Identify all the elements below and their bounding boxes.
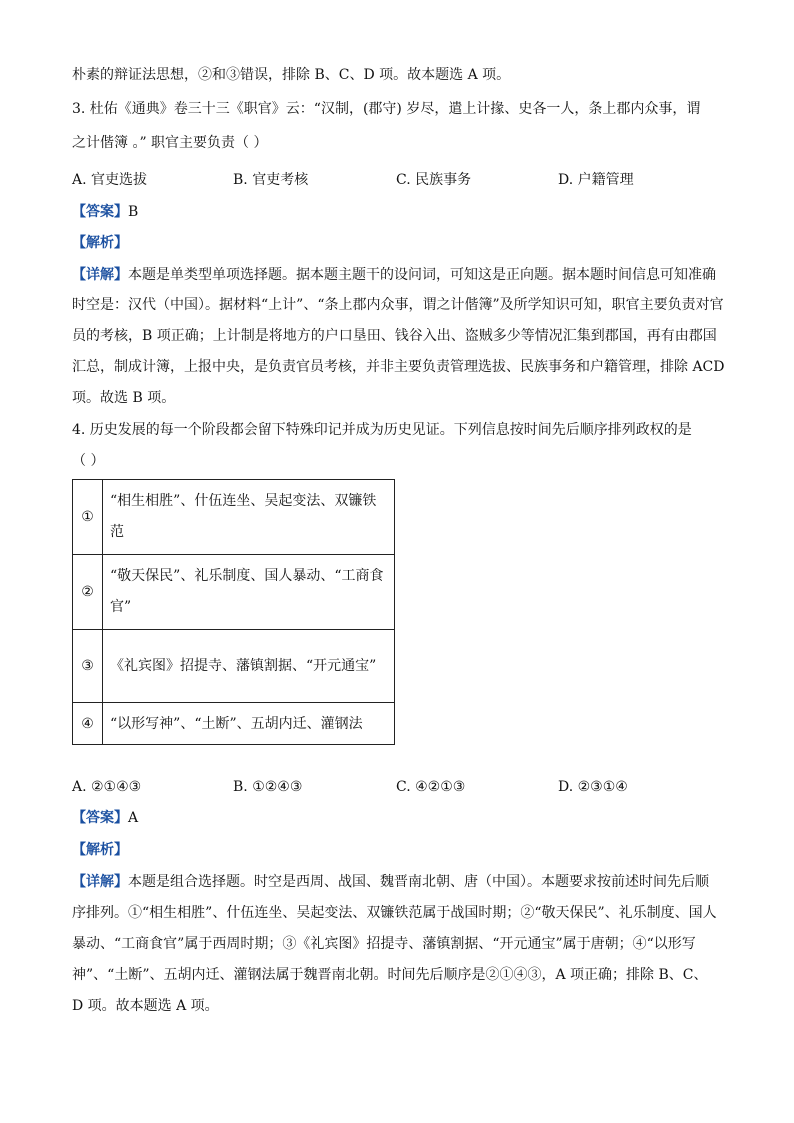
q4-detail-line-4: 神”、“土断”、五胡内迁、灌钢法属于魏晋南北朝。时间先后顺序是②①④③，A 项正确；排除 B、C、 bbox=[72, 967, 708, 983]
q3-detail-line-5: 项。故选 B 项。 bbox=[72, 390, 176, 406]
table-row bbox=[73, 480, 395, 555]
q4-detail-line-2: 序排列。①“相生相胜”、什伍连坐、吴起变法、双镰铁范属于战国时期；②“敬天保民”、礼乐制度、国人 bbox=[72, 905, 717, 921]
q3-option-d: D. 户籍管理 bbox=[558, 172, 634, 188]
q4-option-d: D. ②③①④ bbox=[558, 779, 628, 795]
row-text: “以形写神”、“土断”、五胡内迁、灌钢法 bbox=[103, 703, 395, 745]
q3-analysis-heading bbox=[72, 233, 128, 253]
q3-detail-line-3: 员的考核，B 项正确；上计制是将地方的户口垦田、钱谷入出、盗贼多少等情况汇集到郡国，再有由郡国 bbox=[72, 328, 717, 344]
row-text: “敬天保民”、礼乐制度、国人暴动、“工商食官” bbox=[103, 555, 395, 630]
q4-detail-line-5: D 项。故本题选 A 项。 bbox=[72, 998, 219, 1014]
q4-detail-text: 本题是组合选择题。时空是西周、战国、魏晋南北朝、唐（中国）。本题要求按前述时间先后顺 bbox=[128, 874, 709, 890]
q3-detail-tag: 【详解】 bbox=[72, 267, 128, 283]
q4-sequence-table bbox=[72, 479, 395, 745]
q4-stem-line-2: （ ） bbox=[72, 453, 105, 469]
q4-option-c: C. ④②①③ bbox=[396, 779, 466, 795]
q4-stem-line-1: 4. 历史发展的每一个阶段都会留下特殊印记并成为历史见证。下列信息按时间先后顺序排列政权的是 bbox=[72, 422, 692, 438]
row-number: ① bbox=[73, 480, 103, 555]
q4-detail-line-3: 暴动、“工商食官”属于西周时期；③《礼宾图》招提寺、藩镇割据、“开元通宝”属于唐朝；④“以形写 bbox=[72, 936, 696, 952]
q3-detail-line-1 bbox=[72, 265, 716, 285]
q4-analysis-tag: 【解析】 bbox=[72, 842, 128, 858]
q4-answer-value: A bbox=[128, 810, 139, 826]
q3-stem-line-1: 3. 杜佑《通典》卷三十三《职官》云：“汉制，(郡守) 岁尽，遣上计掾、史各一人，条上郡内众事，谓 bbox=[72, 101, 701, 117]
q3-stem-line-2: 之计偕簿 。” 职官主要负责（ ） bbox=[72, 135, 268, 151]
q3-option-a: A. 官吏选拔 bbox=[72, 172, 148, 188]
q3-answer-tag: 【答案】 bbox=[72, 204, 128, 220]
table-row bbox=[73, 555, 395, 630]
q4-detail-tag: 【详解】 bbox=[72, 874, 128, 890]
q4-option-a: A. ②①④③ bbox=[72, 779, 142, 795]
q3-analysis-tag: 【解析】 bbox=[72, 235, 128, 251]
row-text: 《礼宾图》招提寺、藩镇割据、“开元通宝” bbox=[103, 630, 395, 703]
row-number: ③ bbox=[73, 630, 103, 703]
q4-answer bbox=[72, 808, 138, 828]
q4-detail-line-1 bbox=[72, 872, 709, 892]
table-row bbox=[73, 703, 395, 745]
q3-detail-line-4: 汇总，制成计簿，上报中央，是负责官员考核，并非主要负责管理选拔、民族事务和户籍管理，排除 ACD bbox=[72, 359, 725, 375]
q4-analysis-heading bbox=[72, 840, 128, 860]
row-text: “相生相胜”、什伍连坐、吴起变法、双镰铁范 bbox=[103, 480, 395, 555]
row-number: ④ bbox=[73, 703, 103, 745]
q4-option-b: B. ①②④③ bbox=[233, 779, 303, 795]
q3-answer-value: B bbox=[128, 204, 139, 220]
q3-detail-line-2: 时空是：汉代（中国）。据材料“上计”、“条上郡内众事，谓之计偕簿”及所学知识可知，职官主要负责对官 bbox=[72, 297, 724, 313]
q3-option-c: C. 民族事务 bbox=[396, 172, 472, 188]
previous-answer-tail: 朴素的辩证法思想，②和③错误，排除 B、C、D 项。故本题选 A 项。 bbox=[72, 67, 511, 83]
q4-answer-tag: 【答案】 bbox=[72, 810, 128, 826]
table-row bbox=[73, 630, 395, 703]
q3-answer bbox=[72, 202, 138, 222]
q3-detail-text: 本题是单类型单项选择题。据本题主题干的设问词，可知这是正向题。据本题时间信息可知准确 bbox=[128, 267, 716, 283]
q3-option-b: B. 官吏考核 bbox=[233, 172, 309, 188]
row-number: ② bbox=[73, 555, 103, 630]
